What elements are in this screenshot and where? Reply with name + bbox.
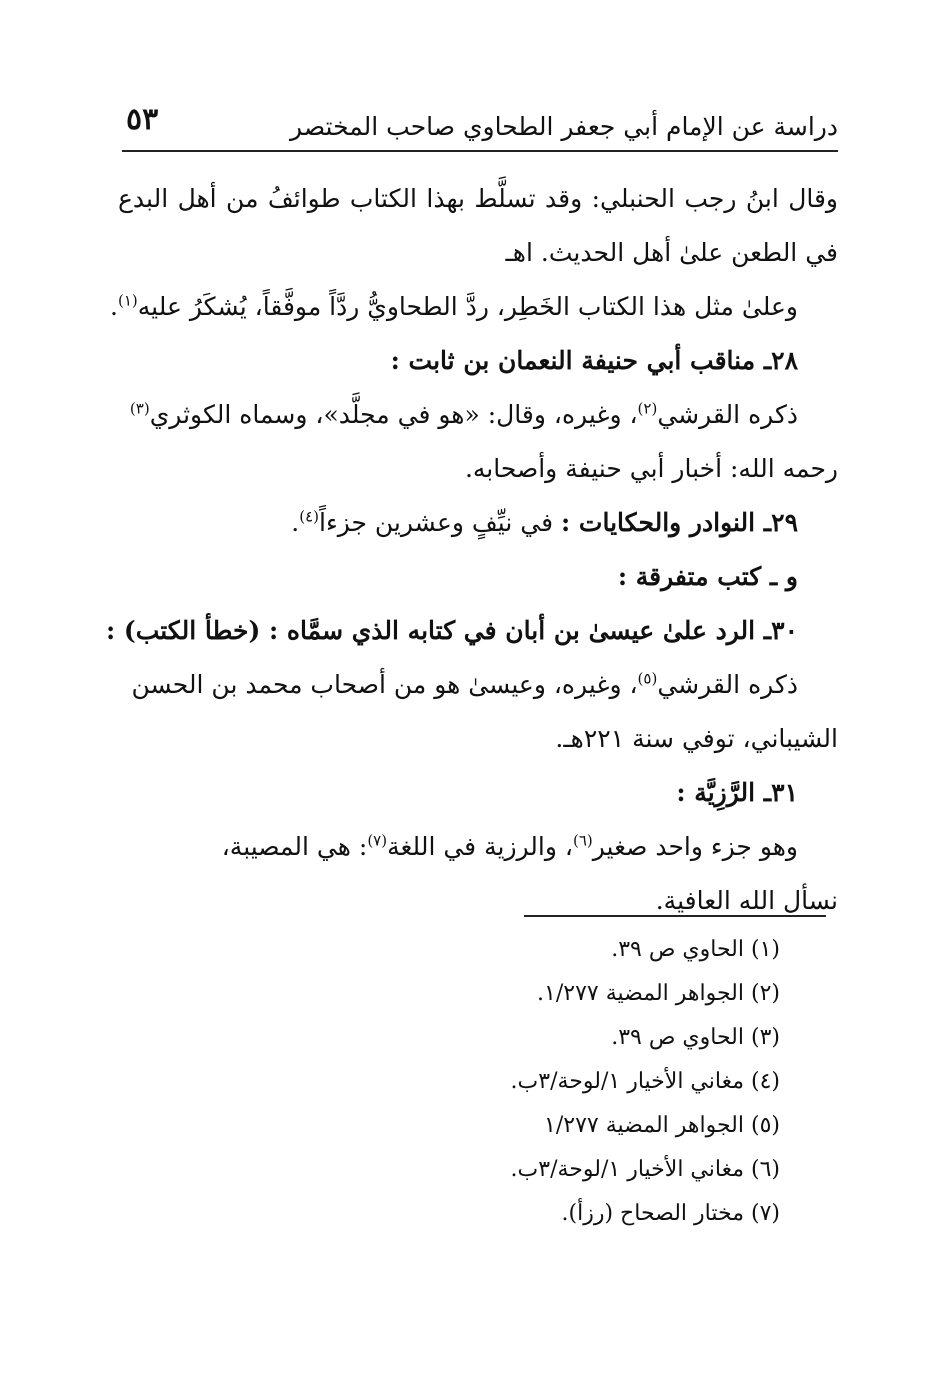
footnote-marker: (٥) <box>637 669 658 688</box>
text-line <box>118 442 838 496</box>
text-line <box>118 226 838 280</box>
footnotes <box>360 928 780 1236</box>
heading-text: ٣١ـ الرَّزِيَّة : <box>676 778 798 807</box>
page-number: ٥٣ <box>126 102 159 137</box>
footnote-marker: (٢) <box>637 399 658 418</box>
text-line <box>118 874 838 928</box>
text-line <box>118 658 838 712</box>
text-run: نسأل الله العافية. <box>655 886 838 915</box>
text-run: : هي المصيبة، <box>221 832 368 861</box>
footnote-marker: (٦) <box>572 831 593 850</box>
footnote: (٤) مغاني الأخيار ١/لوحة/٣ب. <box>510 1069 780 1094</box>
footnote: (١) الحاوي ص ٣٩. <box>611 937 780 962</box>
text-run: في نيِّفٍ وعشرين جزءاً <box>319 508 561 537</box>
text-run: الشيباني، توفي سنة ٢٢١هـ. <box>555 724 838 753</box>
text-line <box>118 388 838 442</box>
footnote: (٣) الحاوي ص ٣٩. <box>611 1025 780 1050</box>
heading-text: و ـ كتب متفرقة : <box>617 562 798 591</box>
text-run: وقال ابنُ رجب الحنبلي: وقد تسلَّط بهذا الكتاب طوائفُ من أهل البدع <box>118 184 838 213</box>
text-run: ذكره القرشي <box>657 670 798 699</box>
text-run: ذكره القرشي <box>657 400 798 429</box>
footnote: (٢) الجواهر المضية ١/٢٧٧. <box>537 981 780 1006</box>
text-line <box>110 280 838 334</box>
footnote: (٥) الجواهر المضية ١/٢٧٧ <box>544 1113 780 1138</box>
text-run: . <box>110 292 118 321</box>
main-text <box>105 172 838 928</box>
section-heading <box>105 604 838 658</box>
heading-text: ٢٩ـ النوادر والحكايات : <box>560 508 798 537</box>
text-run: . <box>291 508 300 537</box>
text-line <box>118 496 838 550</box>
text-line <box>118 712 838 766</box>
footnote-marker: (٣) <box>129 399 150 418</box>
text-line <box>118 820 838 874</box>
heading-text: ٣٠ـ الرد علىٰ عيسىٰ بن أبان في كتابه الذي سمَّاه : (خطأ الكتب) : <box>105 616 798 645</box>
heading-text: ٢٨ـ مناقب أبي حنيفة النعمان بن ثابت : <box>390 346 798 375</box>
text-run: وعلىٰ مثل هذا الكتاب الخَطِر، ردَّ الطحاويُّ ردَّاً موفَّقاً، يُشكَرُ عليه <box>137 292 798 321</box>
running-title: دراسة عن الإمام أبي جعفر الطحاوي صاحب المختصر <box>290 112 838 141</box>
text-run: ، وغيره، وعيسىٰ هو من أصحاب محمد بن الحسن <box>131 670 638 699</box>
text-run: ، وغيره، وقال: «هو في مجلَّد»، وسماه الكوثري <box>149 400 638 429</box>
footnote-marker: (٤) <box>299 507 319 526</box>
footnote-divider <box>524 915 826 917</box>
section-heading <box>118 766 838 820</box>
page-header <box>122 98 838 152</box>
text-run: رحمه الله: أخبار أبي حنيفة وأصحابه. <box>464 454 838 483</box>
text-run: ، والرزية في اللغة <box>387 832 573 861</box>
footnote-marker: (١) <box>117 291 138 310</box>
text-run: في الطعن علىٰ أهل الحديث. اهـ <box>505 238 838 267</box>
text-line <box>118 172 838 226</box>
footnote: (٧) مختار الصحاح (رزأ). <box>561 1201 780 1226</box>
footnote: (٦) مغاني الأخيار ١/لوحة/٣ب. <box>510 1157 780 1182</box>
section-heading <box>118 550 838 604</box>
section-heading <box>118 334 838 388</box>
text-run: وهو جزء واحد صغير <box>592 832 798 861</box>
footnote-marker: (٧) <box>367 831 388 850</box>
